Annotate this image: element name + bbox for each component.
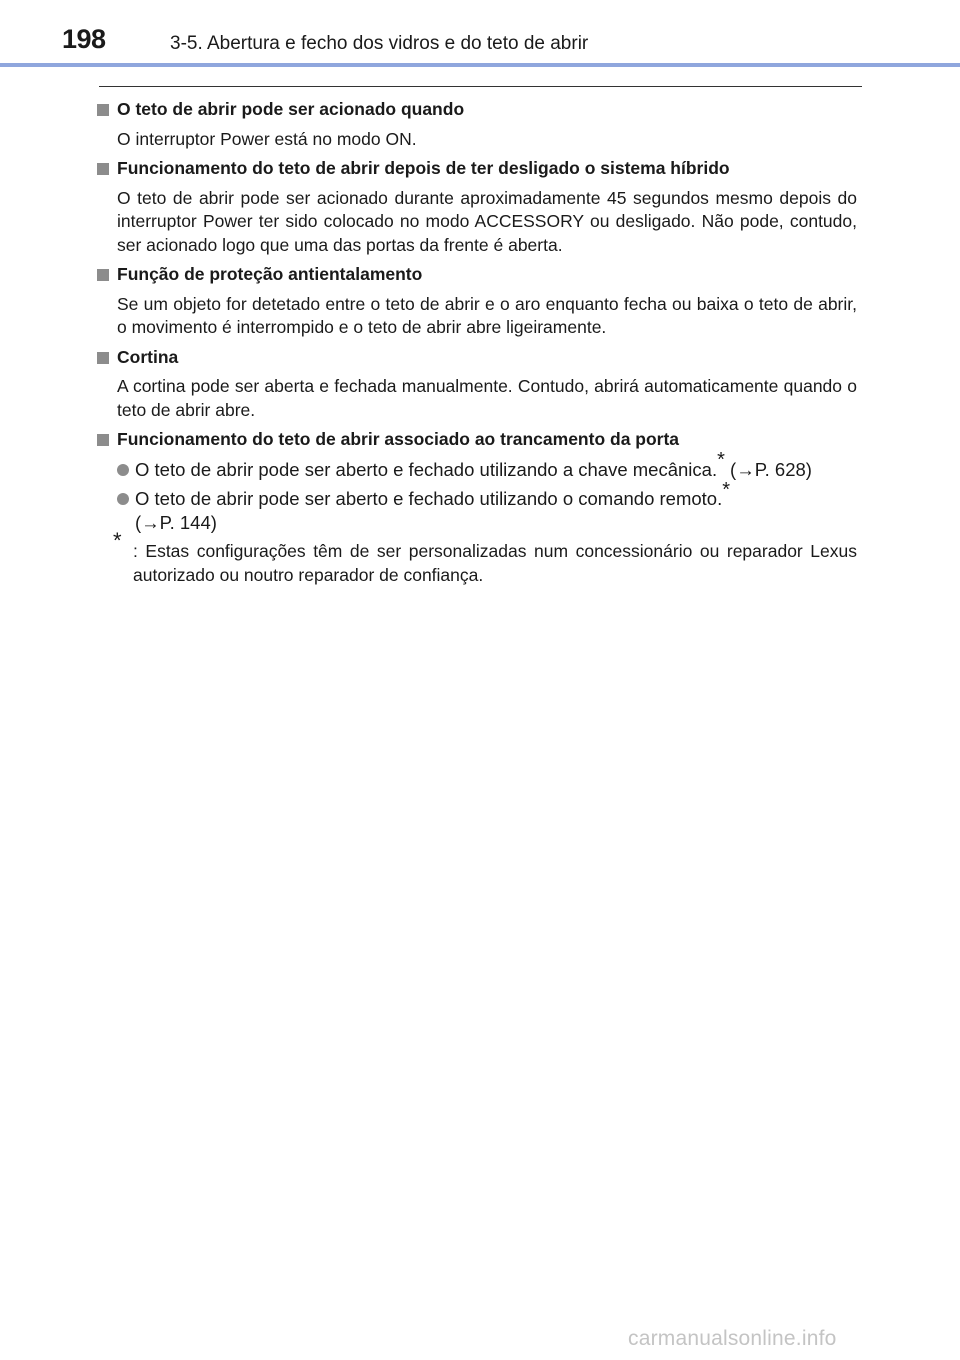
list-item-text: [135, 478, 731, 534]
page-content: [97, 98, 857, 587]
watermark: carmanualsonline.info: [628, 1327, 837, 1350]
section-paragraph: O interruptor Power está no modo ON.: [117, 128, 417, 149]
bullet-text: O teto de abrir pode ser aberto e fechado utilizando o comando remoto.: [135, 488, 723, 509]
heading-text: Funcionamento do teto de abrir depois de ter desligado o sistema híbrido: [117, 158, 730, 178]
page-header: [0, 0, 960, 68]
list-item: [117, 478, 857, 534]
footnote-text: : Estas configurações têm de ser personalizadas num concessionário ou reparador Lexus autorizado ou noutro reparador de confiança.: [133, 541, 857, 585]
asterisk-mark: *: [722, 478, 731, 501]
section-paragraph: A cortina pode ser aberta e fechada manualmente. Contudo, abrirá automaticamente quando o teto de abrir abre.: [117, 376, 857, 420]
asterisk-mark: *: [113, 528, 122, 554]
section-heading: [97, 98, 857, 122]
square-bullet-icon: [97, 434, 109, 446]
square-bullet-icon: [97, 352, 109, 364]
heading-text: O teto de abrir pode ser acionado quando: [117, 99, 465, 119]
section-paragraph: O teto de abrir pode ser acionado durante aproximadamente 45 segundos mesmo depois do interruptor Power ter sido colocado no modo ACCESSORY ou desligado. Não pode, contudo, ser acionado logo que uma das portas da frente é aberta.: [117, 187, 857, 255]
footnote-mark: [113, 528, 133, 587]
heading-text: Cortina: [117, 346, 179, 367]
section-title: 3-5. Abertura e fecho dos vidros e do teto de abrir: [170, 33, 589, 54]
square-bullet-icon: [97, 163, 109, 175]
page-reference: (→P. 628): [724, 458, 812, 480]
list-item-text: [135, 449, 812, 482]
header-rule: [0, 63, 960, 67]
circle-bullet-icon: [117, 464, 129, 476]
asterisk-mark: *: [717, 449, 725, 472]
list-item: [117, 449, 857, 482]
section-heading: [97, 263, 857, 287]
square-bullet-icon: [97, 104, 109, 116]
footnote: [113, 528, 857, 587]
square-bullet-icon: [97, 269, 109, 281]
content-top-rule: [99, 86, 862, 87]
heading-text: Função de proteção antientalamento: [117, 264, 423, 284]
heading-text: Funcionamento do teto de abrir associado ao trancamento da porta: [117, 429, 680, 449]
section-heading: [97, 157, 857, 181]
section-heading: [97, 428, 857, 452]
section-heading: [97, 346, 857, 370]
page-number: 198: [62, 24, 106, 54]
bullet-text: O teto de abrir pode ser aberto e fechado utilizando a chave mecânica.: [135, 458, 718, 480]
circle-bullet-icon: [117, 493, 129, 505]
page-reference: (→P. 144): [135, 511, 217, 533]
section-paragraph: Se um objeto for detetado entre o teto de abrir e o aro enquanto fecha ou baixa o teto de abrir, o movimento é interrompido e o teto de abrir abre ligeiramente.: [117, 293, 857, 337]
